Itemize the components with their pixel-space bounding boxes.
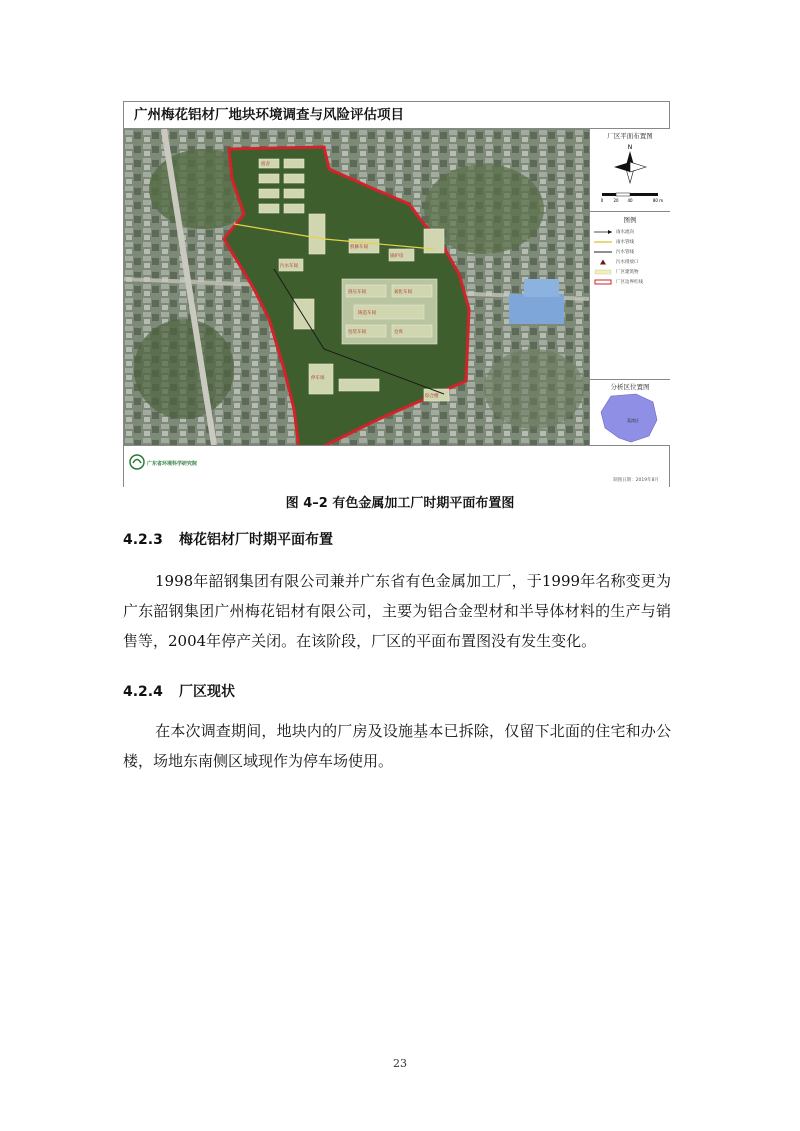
svg-text:挤压车间: 挤压车间: [348, 290, 366, 295]
svg-text:氧化车间: 氧化车间: [394, 290, 412, 295]
legend-item: 雨水流向: [593, 227, 669, 237]
map-side-panel: [589, 129, 670, 445]
svg-text:宿舍: 宿舍: [261, 162, 270, 167]
dark-line-icon: [593, 249, 613, 255]
institute-name: 广东省环境科学研究院: [147, 461, 198, 467]
legend-item: 污水管线: [593, 247, 669, 257]
location-heading: 分析区位置图: [610, 383, 650, 391]
body-paragraph: 1998年韶钢集团有限公司兼并广东省有色金属加工厂，于1999年名称变更为广东韶钢集团广州梅花铝材有限公司，主要为铝合金型材和半导体材料的生产与销售等，2004年停产关闭。在该阶段，厂区的平面布置图没有发生变化。: [123, 572, 671, 650]
svg-text:荔湾区: 荔湾区: [627, 418, 639, 423]
svg-text:铸造车间: 铸造车间: [358, 311, 376, 316]
site-map-figure: [123, 101, 670, 487]
section-number: 4.2.4: [123, 684, 163, 700]
legend-heading: 图例: [623, 216, 637, 224]
svg-text:污水车间: 污水车间: [280, 264, 298, 269]
arrow-line-icon: [593, 229, 613, 235]
svg-text:20: 20: [613, 198, 619, 203]
red-box-icon: [593, 279, 613, 285]
section-heading: [123, 529, 333, 549]
map-date: 制图日期：2019年8月: [613, 478, 659, 483]
section-heading: [123, 681, 235, 701]
section-number: 4.2.3: [123, 532, 163, 548]
legend-item: 厂区建筑物: [593, 267, 669, 277]
triangle-icon: [593, 259, 613, 265]
figure-title: 广州梅花铝材厂地块环境调查与风险评估项目: [124, 102, 669, 129]
svg-text:80 m: 80 m: [652, 198, 664, 203]
institute-logo-icon: [129, 454, 145, 470]
panel-title: 厂区平面布置图: [607, 132, 653, 140]
svg-text:综合楼: 综合楼: [425, 394, 439, 399]
body-paragraph: 在本次调查期间，地块内的厂房及设施基本已拆除，仅留下北面的住宅和办公楼，场地东南侧区域现作为停车场使用。: [123, 722, 671, 770]
legend-item: 厂区边界红线: [593, 277, 669, 287]
svg-text:N: N: [627, 144, 633, 151]
svg-text:包装车间: 包装车间: [348, 330, 366, 335]
page-number: 23: [393, 1057, 407, 1070]
legend-item: 污水排放口: [593, 257, 669, 267]
figure-caption: 图 4–2 有色金属加工厂时期平面布置图: [285, 496, 515, 511]
svg-text:40: 40: [627, 198, 633, 203]
location-map: [591, 392, 670, 444]
yellow-line-icon: [593, 239, 613, 245]
svg-text:机修车间: 机修车间: [350, 245, 368, 250]
svg-text:仓库: 仓库: [394, 330, 403, 335]
svg-text:0: 0: [600, 198, 604, 203]
figure-footer: [124, 445, 669, 487]
building-box-icon: [593, 269, 613, 275]
north-arrow-icon: [590, 141, 671, 221]
legend: [593, 227, 669, 287]
legend-item: 雨水管线: [593, 237, 669, 247]
section-title: 梅花铝材厂时期平面布置: [179, 532, 333, 548]
svg-text:锅炉房: 锅炉房: [390, 254, 404, 259]
map-graphic: [124, 129, 589, 445]
section-title: 厂区现状: [179, 684, 235, 700]
satellite-map: [124, 129, 589, 445]
svg-text:停车场: 停车场: [311, 376, 325, 381]
scale-bar: [601, 193, 664, 203]
